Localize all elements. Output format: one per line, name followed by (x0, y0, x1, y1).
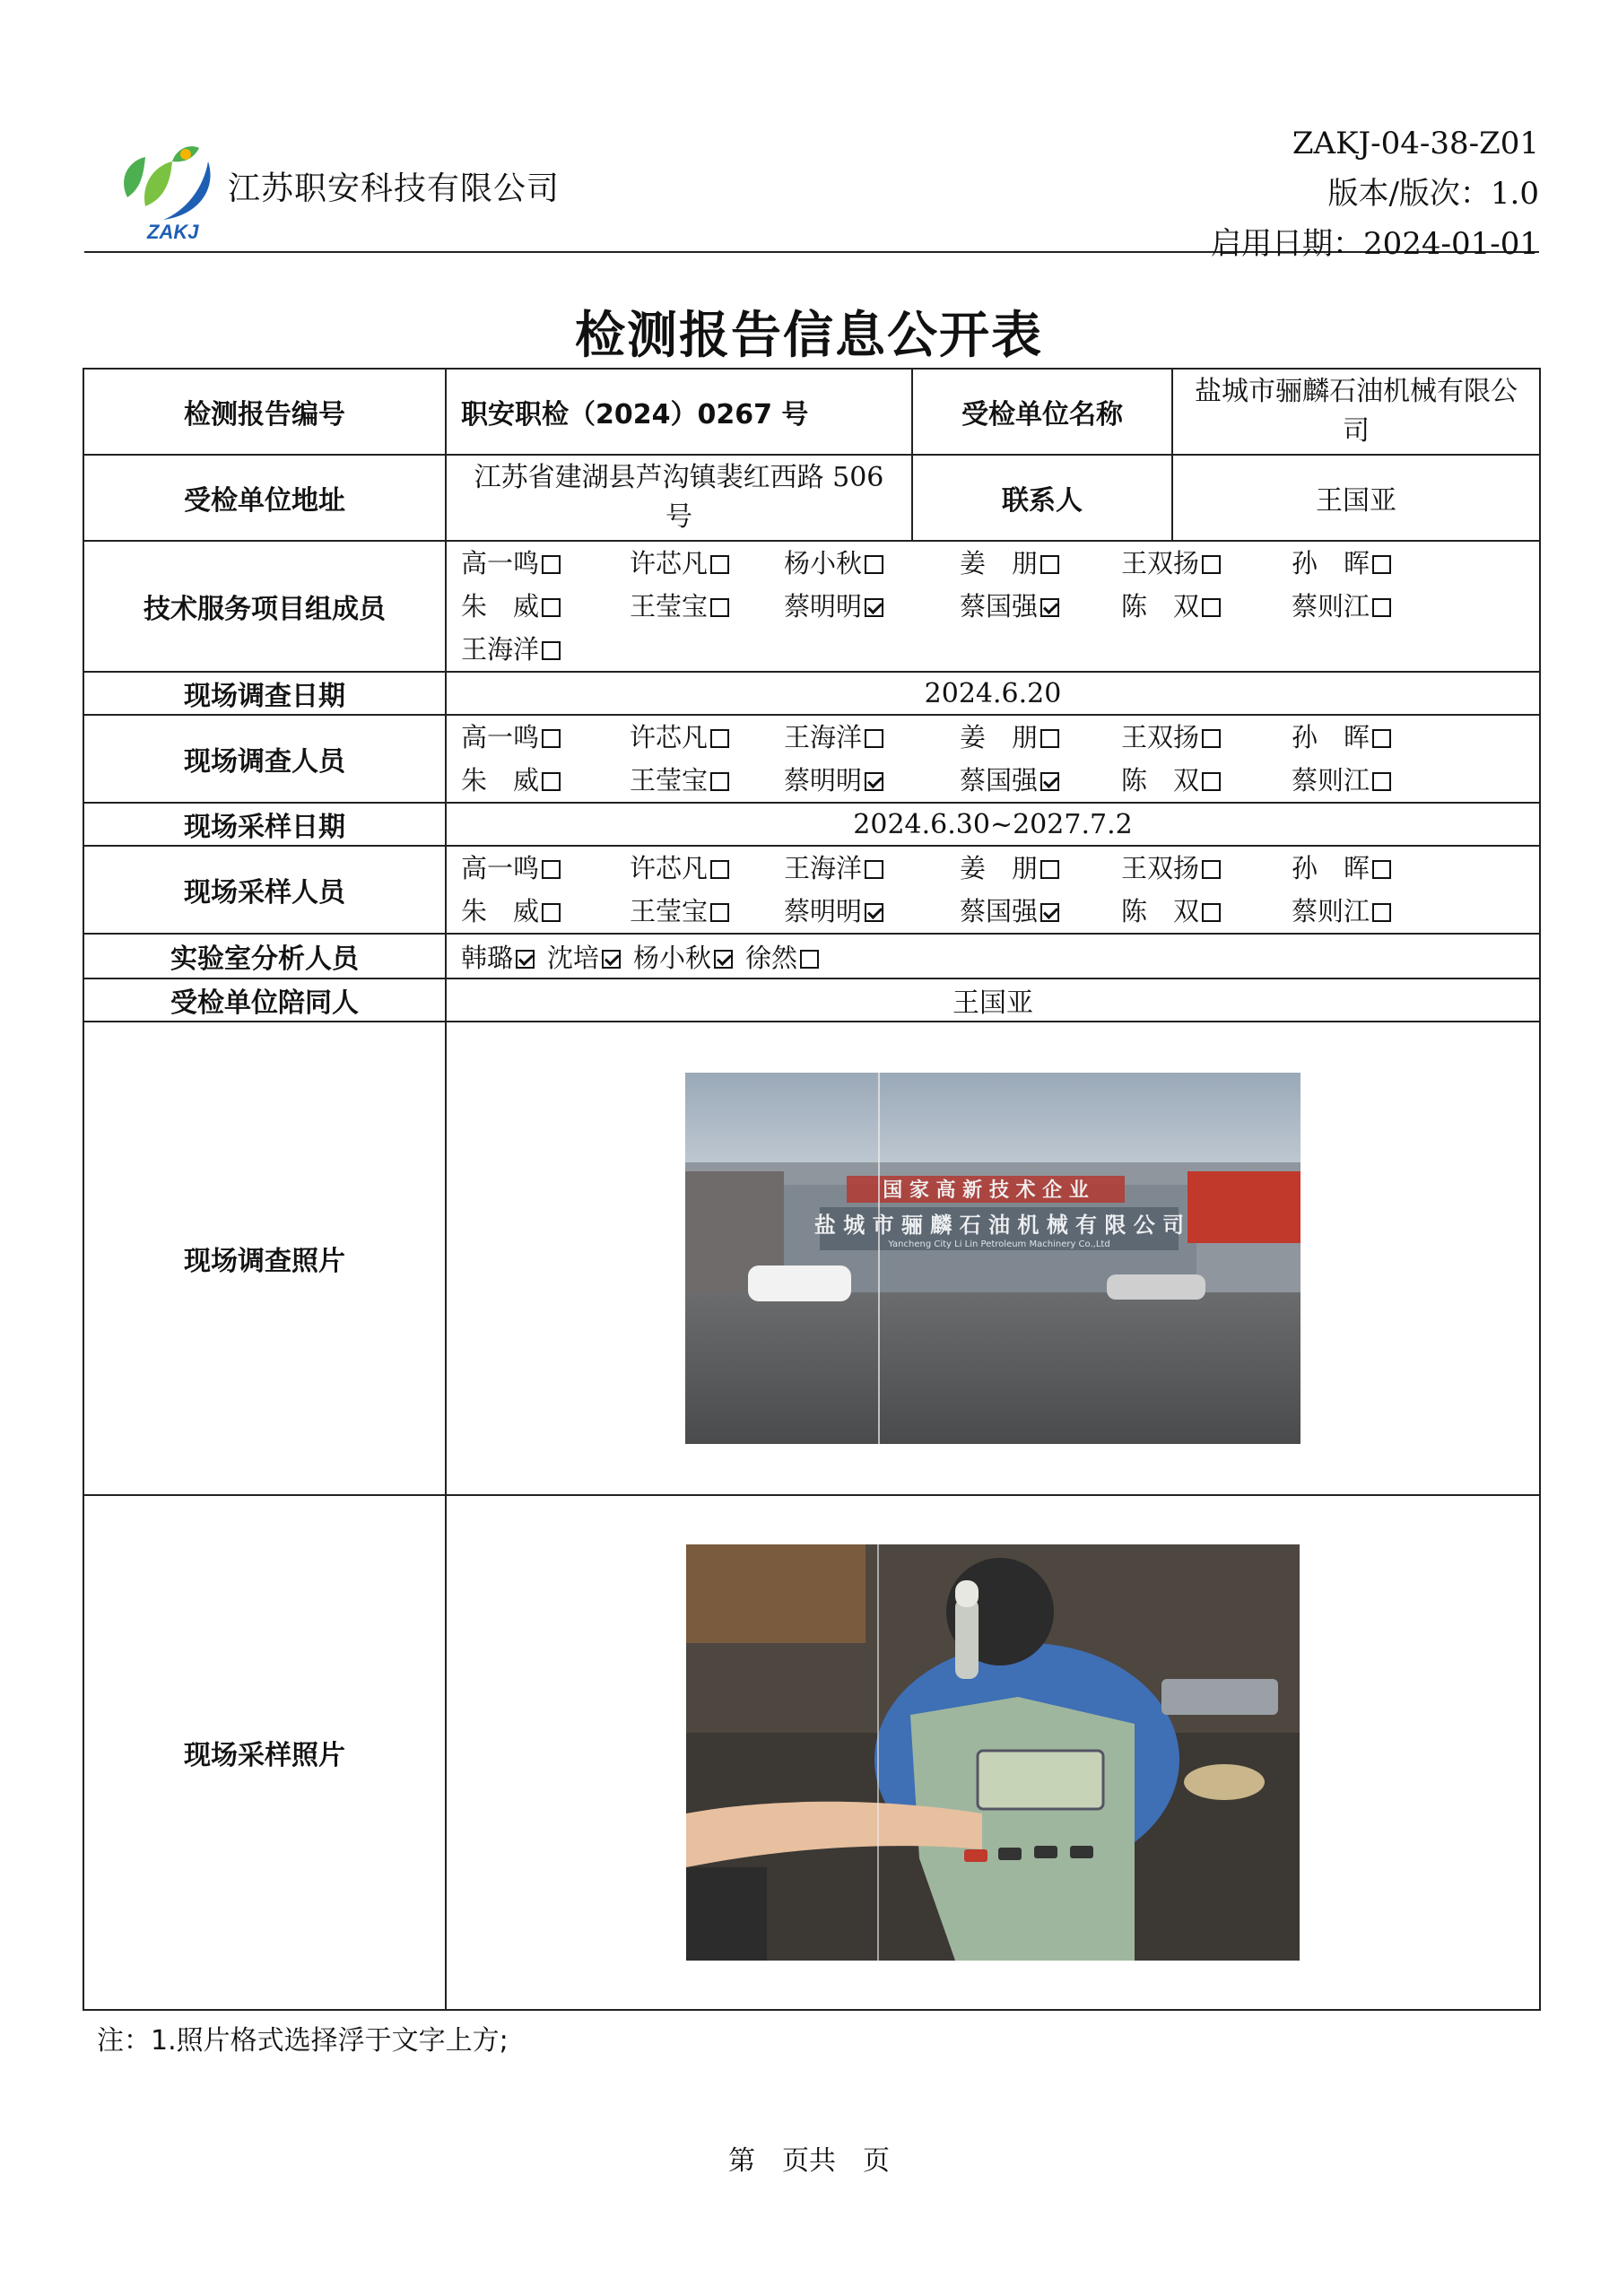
page-title: 检测报告信息公开表 (575, 307, 1043, 365)
member-item (630, 585, 784, 628)
member-item (461, 716, 630, 759)
member-item (745, 943, 819, 973)
member-name: 蔡明明 (784, 765, 863, 796)
member-item (960, 585, 1121, 628)
factory-storefront-image (685, 1073, 1300, 1444)
member-item (960, 847, 1121, 890)
checked-checkbox[interactable] (865, 772, 883, 791)
member-item (1292, 542, 1426, 585)
member-name: 沈培 (547, 942, 600, 973)
escort-person: 王国亚 (446, 978, 1540, 1022)
member-name: 许芯凡 (630, 853, 709, 883)
checked-checkbox[interactable] (714, 950, 733, 969)
lab-staff-list (461, 938, 1525, 975)
member-item (1292, 847, 1426, 890)
member-name: 孙 晖 (1292, 548, 1370, 578)
member-name: 许芯凡 (630, 548, 709, 578)
member-name: 王双扬 (1121, 722, 1200, 752)
member-item (461, 847, 630, 890)
sign-top: 国 家 高 新 技 术 企 业 (883, 1179, 1089, 1202)
survey-photo-label: 现场调查照片 (83, 1022, 446, 1495)
escort-label: 受检单位陪同人 (83, 978, 446, 1022)
unchecked-checkbox[interactable] (1202, 598, 1221, 617)
member-name: 陈 双 (1121, 896, 1200, 926)
footnote: 注：1.照片格式选择浮于文字上方; (97, 2025, 509, 2057)
member-item (1121, 759, 1292, 802)
member-name: 孙 晖 (1292, 853, 1370, 883)
member-name: 陈 双 (1121, 591, 1200, 622)
member-name: 姜 朋 (960, 853, 1039, 883)
unchecked-checkbox[interactable] (542, 860, 561, 879)
page-header (84, 117, 1539, 262)
doc-meta (1211, 118, 1539, 269)
member-name: 蔡则江 (1292, 896, 1370, 926)
unchecked-checkbox[interactable] (1202, 772, 1221, 791)
member-item (784, 847, 960, 890)
member-item (960, 759, 1121, 802)
checked-checkbox[interactable] (865, 903, 883, 922)
unchecked-checkbox[interactable] (542, 598, 561, 617)
unchecked-checkbox[interactable] (1372, 729, 1391, 748)
member-item (630, 716, 784, 759)
unchecked-checkbox[interactable] (865, 860, 883, 879)
member-item (784, 759, 960, 802)
contact-person: 王国亚 (1172, 455, 1540, 541)
member-name: 王莹宝 (630, 765, 709, 796)
unchecked-checkbox[interactable] (710, 772, 729, 791)
member-name: 蔡国强 (960, 896, 1039, 926)
unchecked-checkbox[interactable] (542, 772, 561, 791)
member-item (1121, 847, 1292, 890)
member-item (630, 847, 784, 890)
checked-checkbox[interactable] (1040, 598, 1059, 617)
unchecked-checkbox[interactable] (1202, 729, 1221, 748)
company-name: 江苏职安科技有限公司 (228, 170, 561, 207)
member-item (1292, 585, 1426, 628)
member-name: 姜 朋 (960, 722, 1039, 752)
survey-staff-label: 现场调查人员 (83, 715, 446, 803)
doc-code: ZAKJ-04-38-Z01 (1292, 126, 1539, 161)
checked-checkbox[interactable] (516, 950, 535, 969)
contact-label: 联系人 (912, 455, 1172, 541)
unchecked-checkbox[interactable] (1372, 555, 1391, 574)
unchecked-checkbox[interactable] (865, 729, 883, 748)
checked-checkbox[interactable] (865, 598, 883, 617)
unchecked-checkbox[interactable] (1040, 860, 1059, 879)
member-item (1121, 890, 1292, 933)
sampling-date-label: 现场采样日期 (83, 803, 446, 846)
member-name: 蔡明明 (784, 591, 863, 622)
company-logo (109, 135, 226, 242)
member-item (630, 890, 784, 933)
member-name: 蔡国强 (960, 591, 1039, 622)
unchecked-checkbox[interactable] (1372, 903, 1391, 922)
member-item (630, 759, 784, 802)
member-name: 蔡则江 (1292, 591, 1370, 622)
member-item (784, 585, 960, 628)
unchecked-checkbox[interactable] (710, 555, 729, 574)
survey-date-label: 现场调查日期 (83, 672, 446, 715)
unit-name: 盐城市骊麟石油机械有限公司 (1172, 369, 1540, 455)
unchecked-checkbox[interactable] (800, 950, 819, 969)
unchecked-checkbox[interactable] (1372, 860, 1391, 879)
sign-main: 盐 城 市 骊 麟 石 油 机 械 有 限 公 司 (813, 1213, 1185, 1238)
address-label: 受检单位地址 (83, 455, 446, 541)
report-info-table (83, 368, 1541, 2011)
sampling-date: 2024.6.30~2027.7.2 (446, 803, 1540, 846)
survey-date: 2024.6.20 (446, 672, 1540, 715)
checked-checkbox[interactable] (602, 950, 621, 969)
unit-name-label: 受检单位名称 (912, 369, 1172, 455)
member-item (784, 716, 960, 759)
team-members-cell (446, 541, 1540, 672)
doc-version: 版本/版次：1.0 (1327, 176, 1539, 212)
member-item (960, 542, 1121, 585)
member-name: 许芯凡 (630, 722, 709, 752)
sampling-photo-cell (446, 1495, 1540, 2010)
member-name: 孙 晖 (1292, 722, 1370, 752)
doc-effective-date: 启用日期：2024-01-01 (1210, 226, 1539, 262)
unchecked-checkbox[interactable] (1202, 860, 1221, 879)
unchecked-checkbox[interactable] (710, 860, 729, 879)
sampling-staff-cell (446, 846, 1540, 934)
unchecked-checkbox[interactable] (542, 729, 561, 748)
sampling-photo (686, 1544, 1300, 1961)
member-name: 王莹宝 (630, 896, 709, 926)
report-no-label: 检测报告编号 (83, 369, 446, 455)
unchecked-checkbox[interactable] (710, 598, 729, 617)
checked-checkbox[interactable] (1040, 772, 1059, 791)
member-name: 高一鸣 (461, 548, 540, 578)
member-item (461, 759, 630, 802)
member-item (1292, 890, 1426, 933)
member-name: 朱 威 (461, 591, 540, 622)
member-item (461, 585, 630, 628)
survey-staff-cell (446, 715, 1540, 803)
unchecked-checkbox[interactable] (710, 903, 729, 922)
unchecked-checkbox[interactable] (542, 641, 561, 660)
member-item (461, 943, 535, 973)
member-item (1121, 716, 1292, 759)
member-name: 王海洋 (784, 853, 863, 883)
member-item (461, 890, 630, 933)
member-name: 杨小秋 (633, 942, 712, 973)
member-name: 朱 威 (461, 896, 540, 926)
member-item (1292, 759, 1426, 802)
member-name: 韩璐 (461, 942, 514, 973)
survey-photo (685, 1073, 1300, 1444)
member-name: 王莹宝 (630, 591, 709, 622)
unchecked-checkbox[interactable] (1372, 772, 1391, 791)
unchecked-checkbox[interactable] (542, 903, 561, 922)
member-item (1121, 585, 1292, 628)
member-item (1121, 542, 1292, 585)
member-item (960, 890, 1121, 933)
unchecked-checkbox[interactable] (865, 555, 883, 574)
member-item (784, 890, 960, 933)
logo-text: ZAKJ (147, 221, 199, 242)
team-members-grid (461, 542, 1525, 671)
unit-address: 江苏省建湖县芦沟镇裴红西路 506 号 (446, 455, 912, 541)
lab-staff-label: 实验室分析人员 (83, 934, 446, 978)
member-name: 陈 双 (1121, 765, 1200, 796)
member-name: 王海洋 (784, 722, 863, 752)
member-item (547, 943, 621, 973)
member-name: 蔡则江 (1292, 765, 1370, 796)
member-name: 王双扬 (1121, 853, 1200, 883)
member-item (633, 943, 733, 973)
member-name: 王双扬 (1121, 548, 1200, 578)
member-name: 朱 威 (461, 765, 540, 796)
member-item (1292, 716, 1426, 759)
member-name: 杨小秋 (784, 548, 863, 578)
unchecked-checkbox[interactable] (1372, 598, 1391, 617)
member-name: 徐然 (745, 942, 798, 973)
sampling-staff-label: 现场采样人员 (83, 846, 446, 934)
report-no: 职安职检（2024）0267 号 (446, 369, 912, 455)
sampling-photo-label: 现场采样照片 (83, 1495, 446, 2010)
checked-checkbox[interactable] (1040, 903, 1059, 922)
unchecked-checkbox[interactable] (1202, 555, 1221, 574)
member-name: 高一鸣 (461, 853, 540, 883)
lab-staff-cell (446, 934, 1540, 978)
member-item (461, 628, 630, 671)
member-item (630, 542, 784, 585)
survey-photo-cell (446, 1022, 1540, 1495)
member-name: 蔡国强 (960, 765, 1039, 796)
member-name: 高一鸣 (461, 722, 540, 752)
unchecked-checkbox[interactable] (1040, 729, 1059, 748)
sampling-staff-grid (461, 847, 1525, 933)
member-name: 王海洋 (461, 634, 540, 665)
sound-meter-image (686, 1544, 1300, 1961)
member-item (461, 542, 630, 585)
survey-staff-grid (461, 716, 1525, 802)
sign-sub: Yancheng City Li Lin Petroleum Machinery Co.,Ltd (888, 1239, 1110, 1249)
team-label: 技术服务项目组成员 (83, 541, 446, 672)
member-name: 姜 朋 (960, 548, 1039, 578)
unchecked-checkbox[interactable] (1040, 555, 1059, 574)
member-item (960, 716, 1121, 759)
unchecked-checkbox[interactable] (1202, 903, 1221, 922)
member-name: 蔡明明 (784, 896, 863, 926)
page-footer: 第 页共 页 (728, 2145, 890, 2177)
member-item (784, 542, 960, 585)
unchecked-checkbox[interactable] (710, 729, 729, 748)
unchecked-checkbox[interactable] (542, 555, 561, 574)
